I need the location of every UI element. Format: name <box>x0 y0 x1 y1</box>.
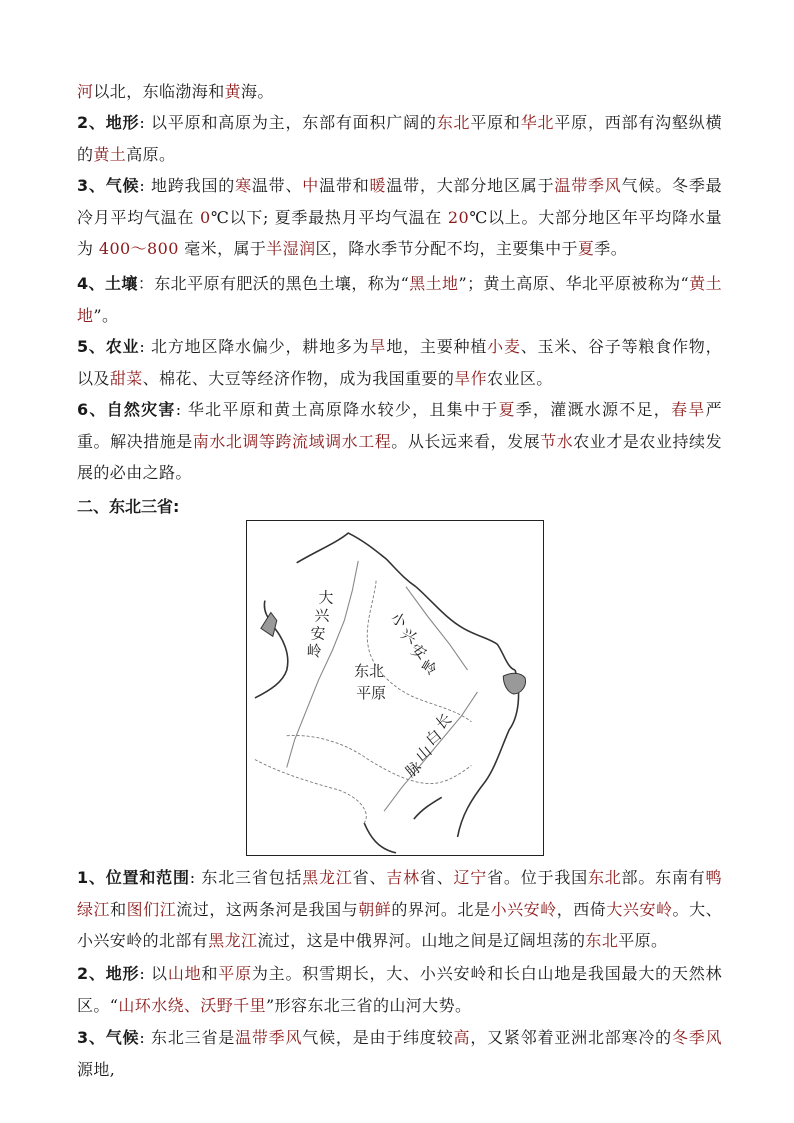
changbai-label-4: 脉 <box>402 757 426 781</box>
northeast-map-svg <box>247 521 543 855</box>
paragraph-north-terrain: 2、地形: 以平原和高原为主，东部有面积广阔的东北平原和华北平原，西部有沟壑纵横的黄土高原。 <box>77 113 722 164</box>
changbai-label-1: 长 <box>431 709 455 734</box>
xiaoxinganling-label-2: 兴 <box>397 624 420 648</box>
paragraph-north-climate: 3、气候: 地跨我国的寒温带、中温带和暖温带，大部分地区属于温带季风气候。冬季最冷月平均气温在 0℃以下; 夏季最热月平均气温在 20℃以上。大部分地区年平均降水量为 400～800 毫米，属于半湿润区，降水季节分配不均，主要集中于夏季。 <box>77 176 723 258</box>
section-title: 二、东北三省: <box>77 497 180 516</box>
xingkai-lake <box>503 673 525 694</box>
hulun-lake <box>261 613 277 637</box>
daxinganling-label-1: 大 <box>318 588 334 607</box>
xiaoxinganling-label-1: 小 <box>387 608 410 632</box>
changbai-label-3: 山 <box>412 741 436 766</box>
province-border-2 <box>287 735 472 783</box>
paragraph-northeast-climate: 3、气候: 东北三省是温带季风气候，是由于纬度较高，又紧邻着亚洲北部寒冷的冬季风源地, <box>77 1028 722 1079</box>
paragraph-north-soil: 4、土壤：东北平原有肥沃的黑色土壤，称为“黑土地”；黄土高原、华北平原被称为“黄土地”。 <box>77 274 723 325</box>
northeast-plain-label-2: 平原 <box>356 683 387 702</box>
changbai-label-2: 白 <box>422 725 445 750</box>
paragraph-northeast-location: 1、位置和范围: 东北三省包括黑龙江省、吉林省、辽宁省。位于我国东北部。东南有鸭绿江和图们江流过，这两条河是我国与朝鲜的界河。北是小兴安岭，西倚大兴安岭。大、小兴安岭的北部有黑龙江流过，这是中俄界河。山地之间是辽阔坦荡的东北平原。 <box>77 868 723 950</box>
paragraph-northeast-terrain: 2、地形: 以山地和平原为主。积雪期长，大、小兴安岭和长白山地是我国最大的天然林区。“山环水绕、沃野千里”形容东北三省的山河大势。 <box>77 964 722 1015</box>
daxinganling-label-2: 兴 <box>314 606 330 625</box>
xiaoxinganling-label-4: 岭 <box>417 656 440 680</box>
daxinganling-label-3: 安 <box>310 624 326 643</box>
paragraph-north-disasters: 6、自然灾害: 华北平原和黄土高原降水较少，且集中于夏季，灌溉水源不足，春旱严重。解决措施是南水北调等跨流域调水工程。从长远来看，发展节水农业才是农业持续发展的必由之路。 <box>77 400 722 482</box>
province-border-3 <box>255 760 366 824</box>
northeast-map <box>246 520 544 856</box>
coastline-south <box>364 797 441 853</box>
paragraph-location-continued: 河以北，东临渤海和黄海。 <box>77 82 274 101</box>
eastern-boundary <box>458 670 519 837</box>
northeast-plain-label-1: 东北 <box>354 662 385 681</box>
paragraph-north-agriculture: 5、农业: 北方地区降水偏少，耕地多为旱地，主要种植小麦、玉米、谷子等粮食作物，以及甜菜、棉花、大豆等经济作物，成为我国重要的旱作农业区。 <box>77 337 722 388</box>
northwest-boundary <box>297 533 416 587</box>
xiaoxinganling-label-3: 安 <box>407 640 430 664</box>
daxinganling-label-4: 岭 <box>306 642 322 661</box>
